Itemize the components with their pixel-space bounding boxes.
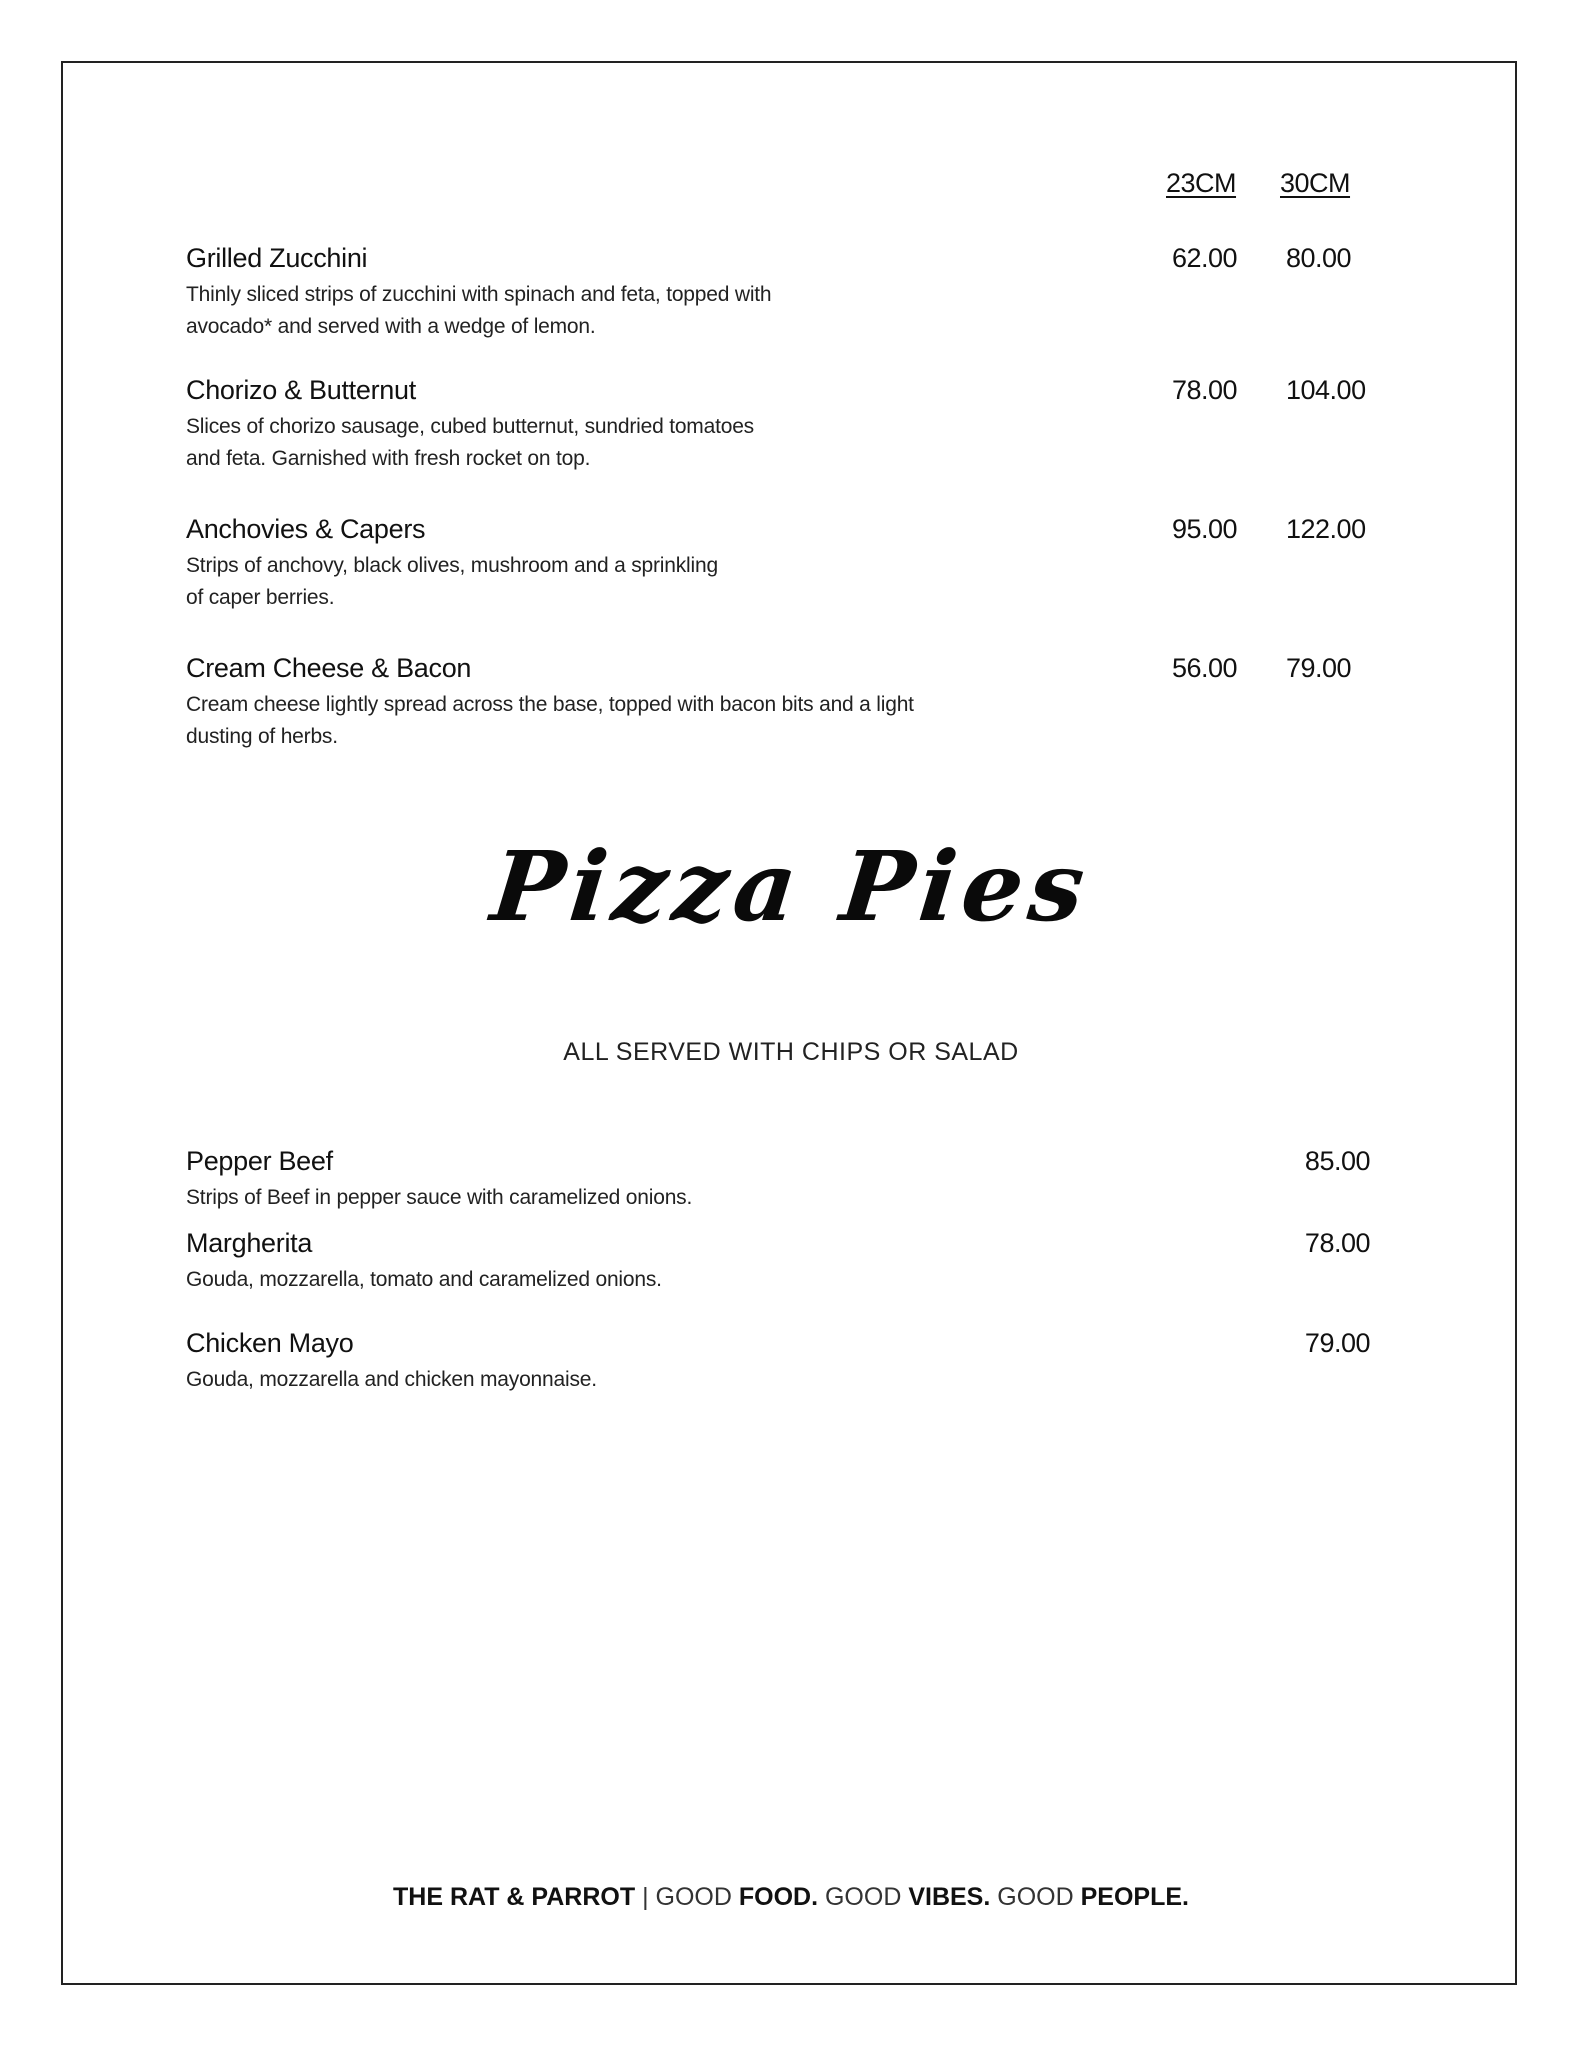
- price-23cm: 56.00: [1172, 653, 1238, 683]
- footer-text: FOOD.: [738, 1883, 819, 1911]
- item-description-line: Slices of chorizo sausage, cubed butternut, sundried tomatoes: [186, 415, 754, 438]
- footer-text: GOOD: [990, 1883, 1081, 1911]
- item-description-line: Cream cheese lightly spread across the base, topped with bacon bits and a light: [186, 693, 914, 716]
- footer-text: VIBES.: [908, 1883, 991, 1911]
- price-23cm: 78.00: [1172, 375, 1238, 405]
- price: 79.00: [1304, 1328, 1370, 1358]
- item-name: Cream Cheese & Bacon: [186, 653, 472, 683]
- section-title: Pizza Pies: [486, 830, 1096, 943]
- price: 85.00: [1304, 1146, 1370, 1176]
- item-description-line: dusting of herbs.: [186, 725, 338, 748]
- item-description-line: Thinly sliced strips of zucchini with spinach and feta, topped with: [186, 283, 772, 306]
- price-23cm: 95.00: [1172, 514, 1238, 544]
- footer-tagline: [0, 1883, 1582, 1912]
- price-30cm: 122.00: [1286, 514, 1366, 544]
- section-subtitle: ALL SERVED WITH CHIPS OR SALAD: [563, 1038, 1019, 1066]
- item-description-line: of caper berries.: [186, 586, 335, 609]
- item-description: Strips of Beef in pepper sauce with caramelized onions.: [186, 1186, 693, 1209]
- price: 78.00: [1304, 1228, 1370, 1258]
- item-name: Margherita: [186, 1228, 313, 1258]
- footer-separator: |: [635, 1883, 656, 1911]
- item-name: Grilled Zucchini: [186, 243, 368, 273]
- footer-text: GOOD: [655, 1883, 739, 1911]
- price-23cm: 62.00: [1172, 243, 1238, 273]
- item-description-line: and feta. Garnished with fresh rocket on top.: [186, 447, 591, 470]
- item-description-line: avocado* and served with a wedge of lemon.: [186, 315, 596, 338]
- price-30cm: 80.00: [1286, 243, 1352, 273]
- item-name: Chorizo & Butternut: [186, 375, 416, 405]
- item-name: Pepper Beef: [186, 1146, 333, 1176]
- price-30cm: 104.00: [1286, 375, 1366, 405]
- column-header-23cm: 23CM: [1166, 168, 1237, 198]
- item-description: Gouda, mozzarella and chicken mayonnaise.: [186, 1368, 597, 1391]
- item-name: Anchovies & Capers: [186, 514, 426, 544]
- footer-text: PEOPLE.: [1080, 1883, 1189, 1911]
- footer-brand: THE RAT & PARROT: [393, 1883, 636, 1911]
- item-description: Gouda, mozzarella, tomato and caramelized onions.: [186, 1268, 662, 1291]
- column-header-30cm: 30CM: [1280, 168, 1351, 198]
- item-description-line: Strips of anchovy, black olives, mushroom and a sprinkling: [186, 554, 718, 577]
- footer-text: GOOD: [818, 1883, 909, 1911]
- price-30cm: 79.00: [1286, 653, 1352, 683]
- item-name: Chicken Mayo: [186, 1328, 354, 1358]
- page-border: [61, 61, 1517, 1985]
